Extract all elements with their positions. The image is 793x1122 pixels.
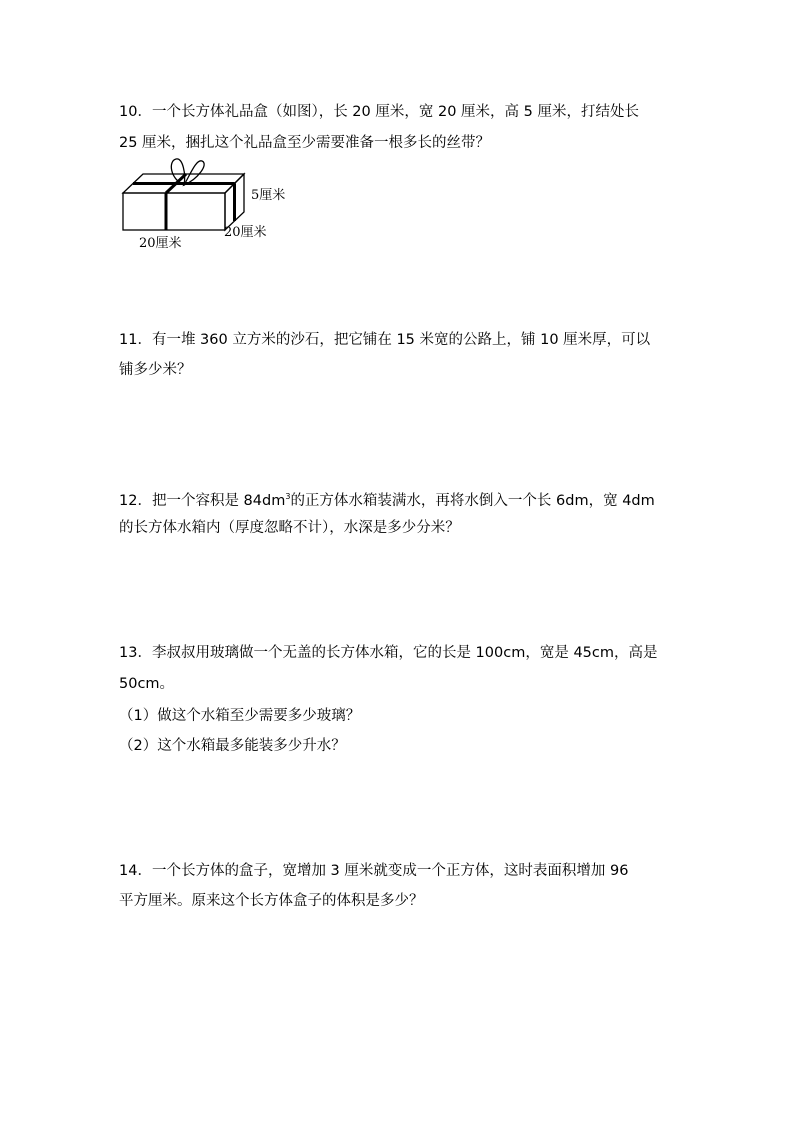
problem-14-line-2: 平方厘米。原来这个长方体盒子的体积是多少？ bbox=[119, 893, 424, 909]
problem-14-line-1: 14．一个长方体的盒子，宽增加 3 厘米就变成一个正方体，这时表面积增加 96 bbox=[119, 863, 629, 879]
gift-box-figure bbox=[110, 155, 290, 260]
bow-right-loop bbox=[184, 161, 204, 185]
height-label: 5厘米 bbox=[251, 188, 286, 203]
problem-13-line-2: 50cm。 bbox=[119, 676, 175, 692]
problem-12-line-2: 的长方体水箱内（厚度忽略不计），水深是多少分米？ bbox=[119, 520, 460, 536]
problem-13-sub-1: （1）做这个水箱至少需要多少玻璃？ bbox=[119, 708, 361, 724]
problem-12-text-b: 的正方体水箱装满水，再将水倒入一个长 6dm，宽 4dm bbox=[290, 493, 655, 509]
problem-10-line-1: 10．一个长方体礼品盒（如图），长 20 厘米，宽 20 厘米，高 5 厘米，打结处长 bbox=[119, 104, 639, 120]
box-front-face bbox=[123, 193, 225, 230]
problem-10-line-2: 25 厘米，捆扎这个礼品盒至少需要准备一根多长的丝带？ bbox=[119, 135, 491, 151]
problem-12-line-1 bbox=[119, 487, 655, 511]
cubic-superscript: 3 bbox=[285, 492, 291, 501]
width-label: 20厘米 bbox=[224, 225, 267, 240]
length-label: 20厘米 bbox=[139, 236, 182, 251]
problem-11-line-2: 铺多少米？ bbox=[119, 362, 192, 378]
problem-12-text-a: 12．把一个容积是 84dm bbox=[119, 493, 286, 509]
problem-13-line-1: 13．李叔叔用玻璃做一个无盖的长方体水箱，它的长是 100cm，宽是 45cm，高是 bbox=[119, 645, 658, 661]
gift-box-diagram bbox=[110, 155, 290, 260]
problem-13-sub-2: （2）这个水箱最多能装多少升水？ bbox=[119, 738, 346, 754]
problem-11-line-1: 11．有一堆 360 立方米的沙石，把它铺在 15 米宽的公路上，铺 10 厘米厚，可以 bbox=[119, 332, 651, 348]
